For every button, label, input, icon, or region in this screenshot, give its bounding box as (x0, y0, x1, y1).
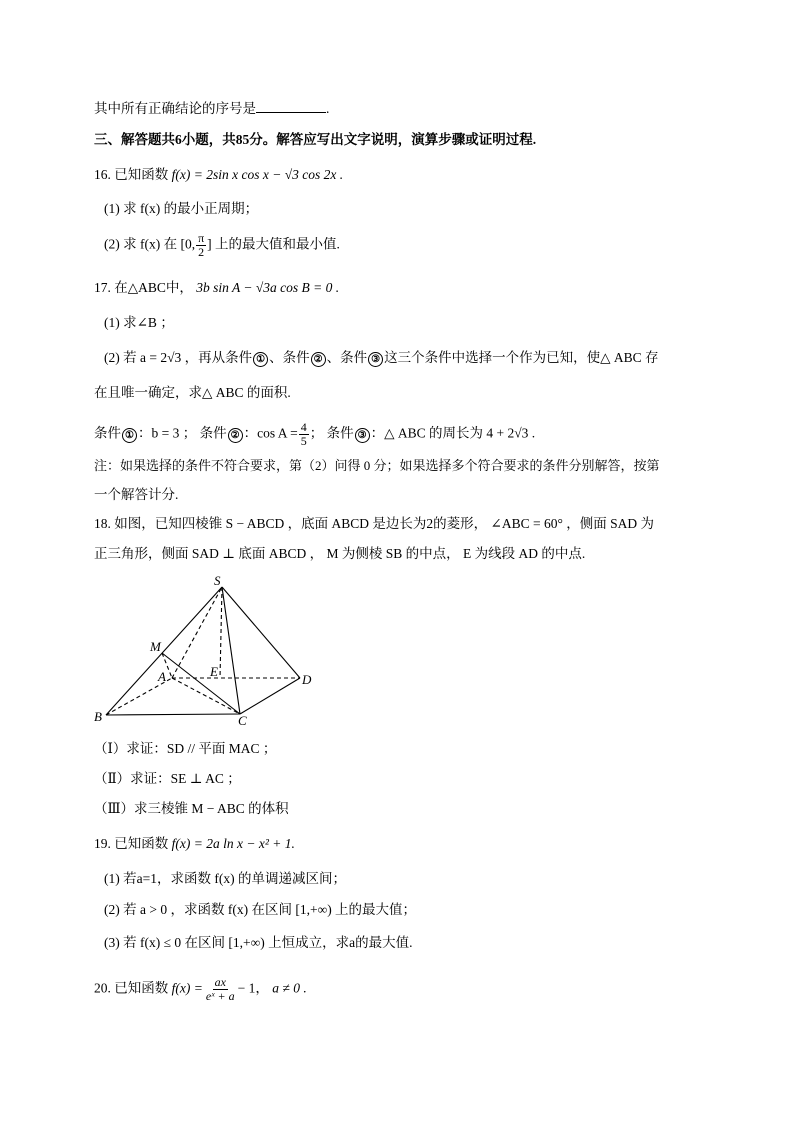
edge-SC (222, 587, 240, 714)
pyramid-figure (90, 575, 330, 725)
previous-answer-line: 其中所有正确结论的序号是 . (94, 101, 330, 116)
q17-note-line1: 注：如果选择的条件不符合要求，第（2）问得 0 分；如果选择多个符合要求的条件分别解答，按第 (94, 458, 660, 473)
label-E: E (210, 664, 218, 679)
label-M: M (150, 639, 161, 654)
q18-part1: （Ⅰ）求证：SD // 平面 MAC ； (94, 741, 277, 756)
label-D: D (302, 672, 312, 687)
q16-part1: (1) 求 f(x) 的最小正周期； (104, 201, 259, 216)
previous-answer-prompt: 其中所有正确结论的序号是 (94, 101, 256, 116)
edge-AC (172, 678, 240, 714)
q17-part2: (2) 若 a = 2√3 ，再从条件 ① 、条件 ② 、条件 ③ 这三个条件中选择一个作为已知，使△ ABC 存 (104, 350, 659, 365)
q17-note-line2: 一个解答计分. (94, 487, 179, 502)
q16-formula: f(x) = 2sin x cos x − √3 cos 2x . (171, 167, 344, 182)
edge-CD (240, 678, 300, 714)
q20-number: 20. (94, 980, 111, 996)
label-S: S (214, 575, 221, 588)
q19-number: 19. (94, 836, 111, 851)
condition-1-marker: ① (253, 352, 268, 367)
q16-number: 16. (94, 167, 111, 182)
q20-stem: 20. 已知函数 f(x) = $\frac{ax}{\text{eˣ + a}}$ − 1， a ≠ 0 . (94, 975, 307, 1003)
q17-part2-continued: 在且唯一确定，求△ ABC 的面积. (94, 385, 291, 400)
q18-part3: （Ⅲ）求三棱锥 M − ABC 的体积 (94, 801, 289, 816)
q17-formula: 3b sin A − √3a cos B = 0 . (196, 280, 340, 295)
q18-part2: （Ⅱ）求证：SE ⊥ AC ； (94, 771, 241, 786)
condition-3-marker: ③ (368, 352, 383, 367)
edge-SD (222, 587, 300, 678)
q17-stem: 17. 在△ABC中， 3b sin A − √3a cos B = 0 . (94, 280, 340, 295)
q16-part2: (2) 求 f(x) 在 [0, $\frac{\pi}{2}$ ] 上的最大值和最小值. (104, 231, 340, 259)
answer-blank[interactable] (256, 100, 326, 113)
q16-stem: 16. 已知函数 f(x) = 2sin x cos x − √3 cos 2x . (94, 167, 344, 182)
edge-BC (106, 714, 240, 715)
q19-part1: (1) 若a=1，求函数 f(x) 的单调递减区间； (104, 871, 346, 886)
q18-stem-line2: 正三角形，侧面 SAD ⊥ 底面 ABCD ， M 为侧棱 SB 的中点， E 为线段 AD 的中点. (94, 546, 586, 561)
q17-part1: (1) 求∠B ； (104, 315, 174, 330)
q18-number: 18. (94, 516, 111, 531)
edge-SE (220, 587, 222, 678)
q17-conditions: 条件 ① ：b = 3 ； 条件 ② ：cos A = $\frac{4}{5}$ ； 条件 ③ ：△ ABC 的周长为 4 + 2√3 . (94, 420, 536, 448)
label-B: B (94, 709, 102, 724)
q19-stem: 19. 已知函数 f(x) = 2a ln x − x² + 1. (94, 836, 295, 851)
q20-fraction: $\frac{ax}{\text{eˣ + a}}$ (205, 975, 235, 1003)
label-A: A (158, 669, 166, 684)
q17-number: 17. (94, 280, 111, 295)
label-C: C (238, 713, 247, 725)
q19-part2: (2) 若 a > 0 ，求函数 f(x) 在区间 [1,+∞) 上的最大值； (104, 902, 417, 917)
condition-2-marker: ② (311, 352, 326, 367)
q19-formula: f(x) = 2a ln x − x² + 1. (171, 836, 295, 851)
edge-MC (162, 653, 240, 714)
section-heading: 三、解答题共6小题，共85分。解答应写出文字说明，演算步骤或证明过程. (94, 132, 537, 147)
q19-part3: (3) 若 f(x) ≤ 0 在区间 [1,+∞) 上恒成立，求a的最大值. (104, 935, 413, 950)
cos-fraction: $\frac{4}{5}$ (300, 420, 307, 448)
q16-fraction: $\frac{\pi}{2}$ (198, 231, 205, 259)
q18-stem-line1: 18. 如图，已知四棱锥 S − ABCD ，底面 ABCD 是边长为2的菱形， ∠ABC = 60° ，侧面 SAD 为 (94, 516, 654, 531)
